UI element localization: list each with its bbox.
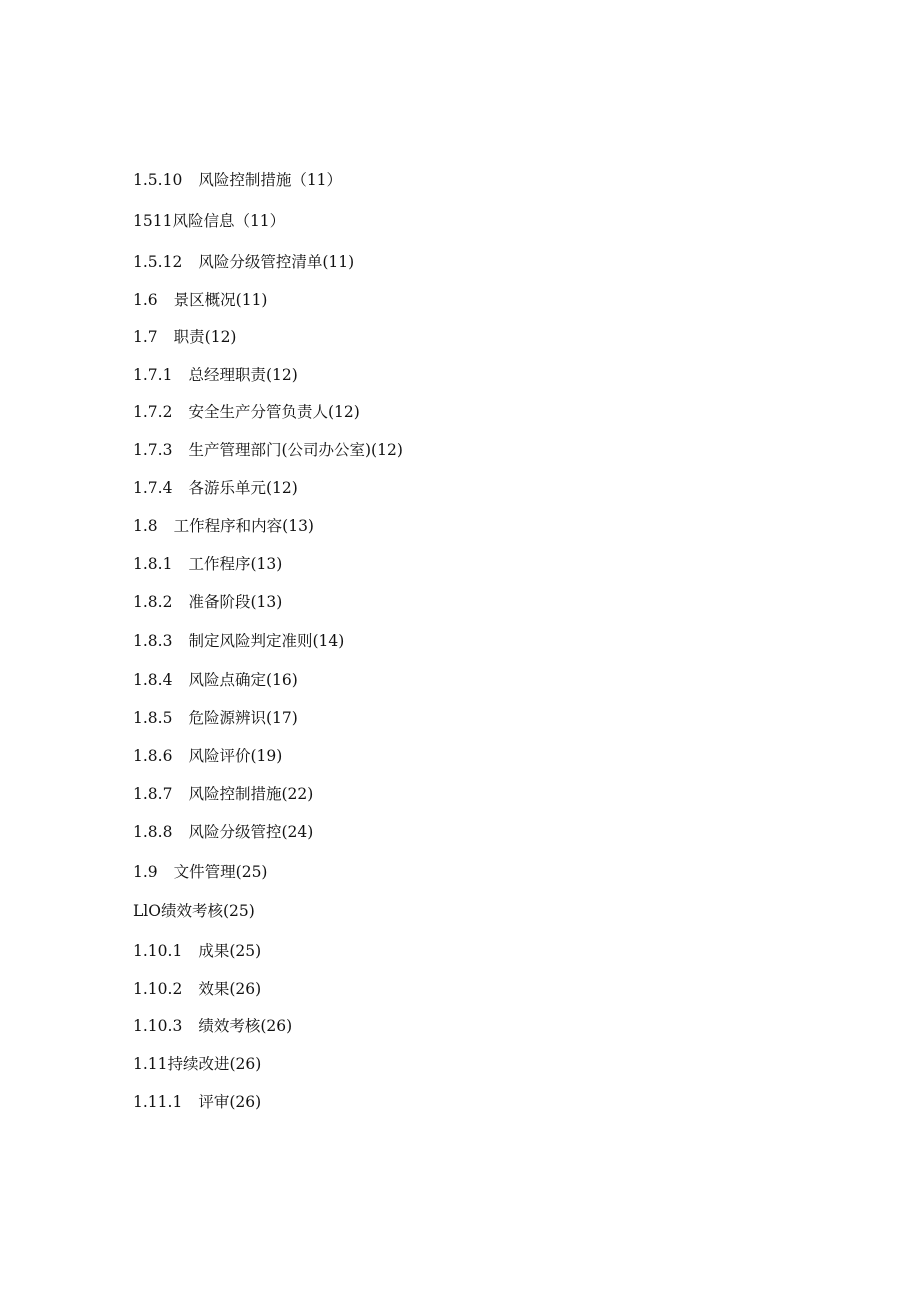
toc-entry-title: 成果(25) — [198, 942, 262, 960]
toc-entry-number: 1.7.1 — [133, 366, 173, 384]
toc-entry[interactable] — [133, 707, 298, 729]
toc-entry[interactable] — [133, 1015, 292, 1037]
toc-entry[interactable] — [133, 940, 261, 962]
toc-entry[interactable] — [133, 439, 403, 461]
toc-entry[interactable] — [133, 251, 354, 273]
toc-entry-number: 1.10.1 — [133, 942, 183, 960]
toc-entry-number: 1.8.2 — [133, 593, 173, 611]
toc-entry-title: 各游乐单元(12) — [188, 479, 298, 497]
toc-entry-title: 1511风险信息（11） — [133, 212, 286, 230]
toc-entry-title: 职责(12) — [173, 328, 237, 346]
toc-entry-title: 文件管理(25) — [173, 863, 268, 881]
toc-entry-title: 风险控制措施（11） — [198, 171, 343, 189]
toc-entry-title: 总经理职责(12) — [188, 366, 298, 384]
toc-entry-number: 1.8.7 — [133, 785, 173, 803]
toc-entry[interactable] — [133, 900, 255, 922]
toc-entry-number: 1.7.4 — [133, 479, 173, 497]
toc-entry-title: 评审(26) — [198, 1093, 262, 1111]
toc-entry-number: 1.8.4 — [133, 671, 173, 689]
toc-entry[interactable] — [133, 326, 236, 348]
toc-entry[interactable] — [133, 1091, 261, 1113]
toc-entry-number: 1.7 — [133, 328, 158, 346]
toc-entry-title: 安全生产分管负责人(12) — [188, 403, 360, 421]
toc-entry-number: 1.8.8 — [133, 823, 173, 841]
toc-entry-title: 工作程序和内容(13) — [173, 517, 314, 535]
toc-entry-number: 1.10.3 — [133, 1017, 183, 1035]
toc-entry-number: 1.7.3 — [133, 441, 173, 459]
toc-entry-number: 1.8.6 — [133, 747, 173, 765]
toc-entry-title: 风险分级管控清单(11) — [198, 253, 355, 271]
toc-entry[interactable] — [133, 364, 298, 386]
toc-entry-number: 1.8.1 — [133, 555, 173, 573]
toc-entry-title: 效果(26) — [198, 980, 262, 998]
toc-entry[interactable] — [133, 861, 267, 883]
toc-entry[interactable] — [133, 630, 344, 652]
toc-entry-title: LlO绩效考核(25) — [133, 902, 255, 920]
toc-entry-number: 1.7.2 — [133, 403, 173, 421]
toc-entry[interactable] — [133, 477, 298, 499]
toc-entry-title: 准备阶段(13) — [188, 593, 283, 611]
toc-entry-title: 景区概况(11) — [173, 291, 268, 309]
toc-entry-title: 风险控制措施(22) — [188, 785, 314, 803]
toc-entry[interactable] — [133, 401, 360, 423]
toc-entry[interactable] — [133, 515, 314, 537]
toc-entry-number: 1.10.2 — [133, 980, 183, 998]
toc-entry-title: 危险源辨识(17) — [188, 709, 298, 727]
toc-entry[interactable] — [133, 169, 342, 191]
toc-entry-number: 1.8.5 — [133, 709, 173, 727]
toc-entry-title: 风险评价(19) — [188, 747, 283, 765]
toc-entry-title: 1.11持续改进(26) — [133, 1055, 262, 1073]
toc-entry[interactable] — [133, 745, 282, 767]
toc-entry[interactable] — [133, 783, 313, 805]
toc-entry-number: 1.5.12 — [133, 253, 183, 271]
toc-entry[interactable] — [133, 669, 298, 691]
toc-entry[interactable] — [133, 591, 282, 613]
toc-entry-number: 1.5.10 — [133, 171, 183, 189]
toc-entry[interactable] — [133, 978, 261, 1000]
toc-entry[interactable] — [133, 1053, 261, 1075]
toc-entry-title: 生产管理部门(公司办公室)(12) — [188, 441, 403, 459]
toc-entry-number: 1.9 — [133, 863, 158, 881]
toc-entry-number: 1.8.3 — [133, 632, 173, 650]
table-of-contents — [133, 0, 833, 1301]
toc-entry-title: 风险分级管控(24) — [188, 823, 314, 841]
toc-entry-title: 绩效考核(26) — [198, 1017, 293, 1035]
toc-entry-title: 制定风险判定准则(14) — [188, 632, 345, 650]
toc-entry-number: 1.6 — [133, 291, 158, 309]
toc-entry-number: 1.11.1 — [133, 1093, 183, 1111]
toc-entry-title: 风险点确定(16) — [188, 671, 298, 689]
toc-entry-number: 1.8 — [133, 517, 158, 535]
toc-entry-title: 工作程序(13) — [188, 555, 283, 573]
toc-entry[interactable] — [133, 289, 267, 311]
toc-entry[interactable] — [133, 821, 313, 843]
toc-entry[interactable] — [133, 553, 282, 575]
toc-entry[interactable] — [133, 210, 285, 232]
